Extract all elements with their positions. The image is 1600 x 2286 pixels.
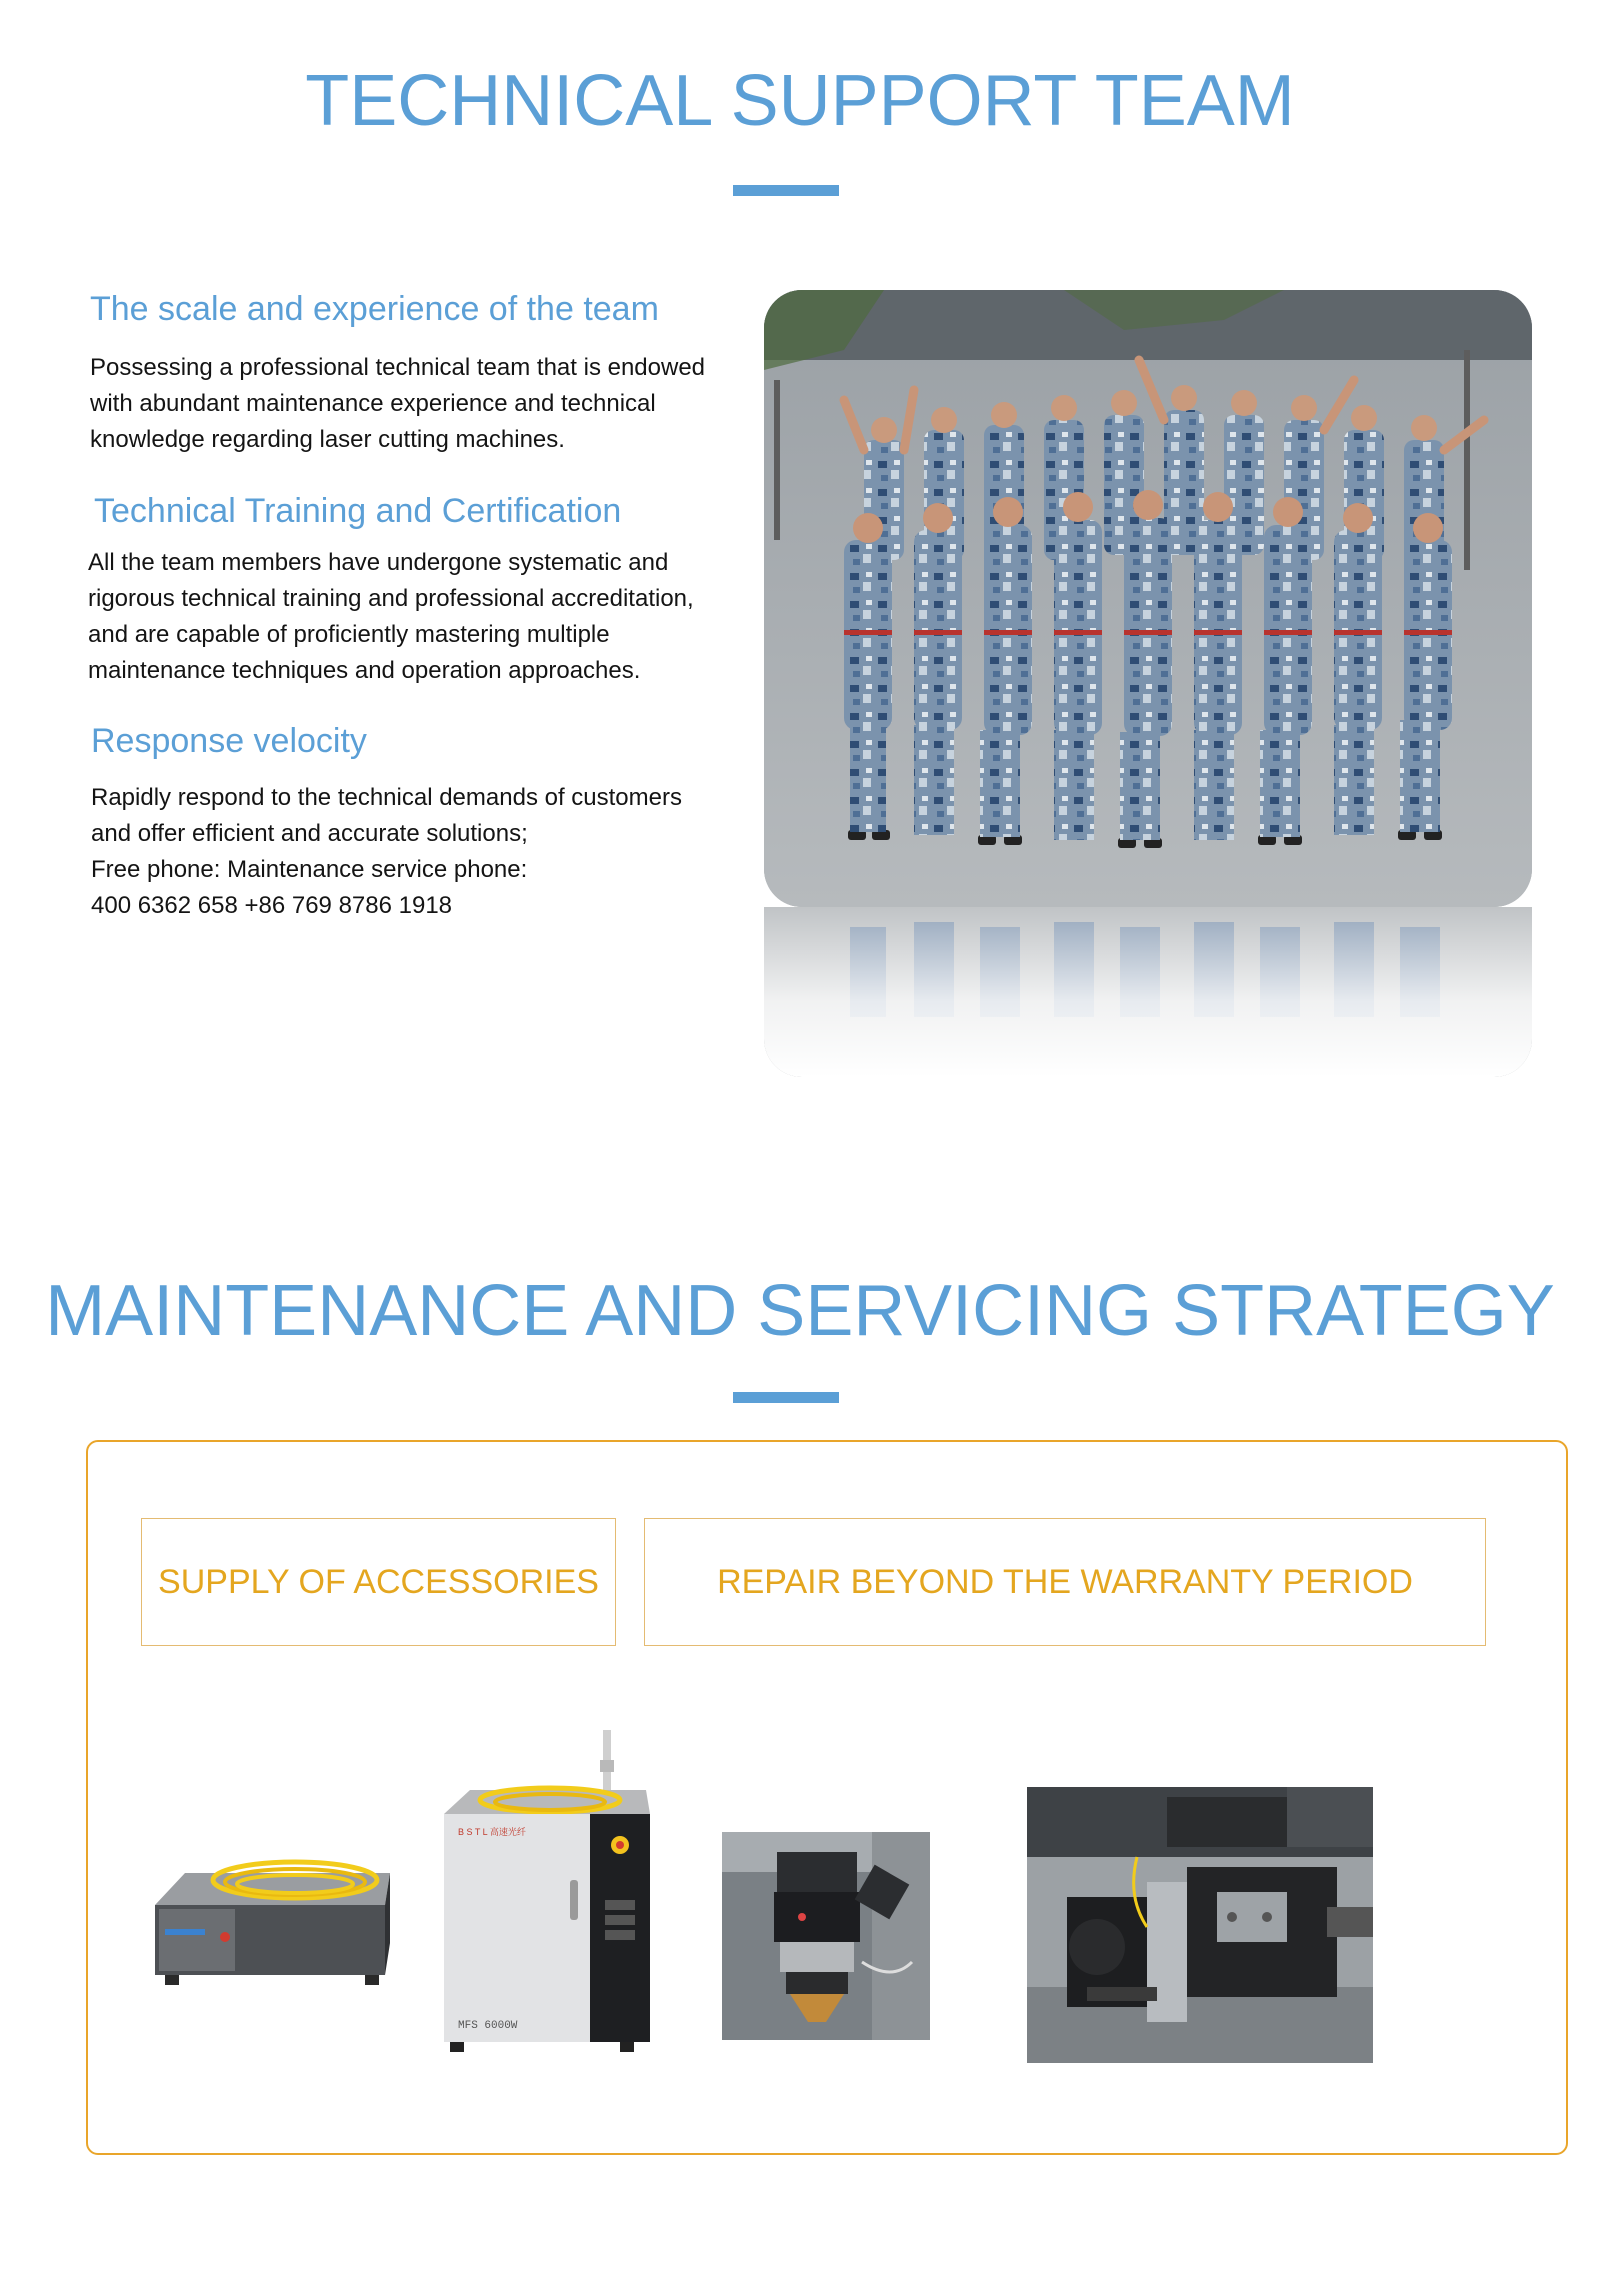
training-heading: Technical Training and Certification (94, 492, 622, 530)
support-team-title: TECHNICAL SUPPORT TEAM (305, 61, 1295, 141)
paragraph-line: and offer efficient and accurate solutions; (91, 820, 528, 847)
title-underline (733, 1392, 839, 1403)
paragraph-line: Rapidly respond to the technical demands of customers (91, 784, 682, 811)
repair-warranty-tag (644, 1518, 1486, 1646)
supply-accessories-tag (141, 1518, 616, 1646)
laser-source-image (145, 1845, 395, 2005)
supply-accessories-label: SUPPLY OF ACCESSORIES (158, 1562, 599, 1601)
team-photo-reflection (764, 907, 1532, 1077)
paragraph-line: rigorous technical training and professional accreditation, (88, 585, 694, 612)
paragraph-line: Free phone: Maintenance service phone: (91, 856, 528, 883)
response-paragraph (91, 780, 751, 924)
cabinet-model-text: MFS 6000W (458, 2020, 518, 2032)
laser-cabinet-image (440, 1730, 660, 2060)
paragraph-line: and are capable of proficiently mastering multiple (88, 621, 610, 648)
team-scale-paragraph (90, 350, 750, 458)
laser-source-illustration (145, 1845, 395, 2005)
repair-warranty-label: REPAIR BEYOND THE WARRANTY PERIOD (717, 1562, 1413, 1601)
team-scale-heading: The scale and experience of the team (90, 290, 659, 328)
cutting-head-image (722, 1832, 930, 2040)
paragraph-line: Possessing a professional technical team that is endowed (90, 354, 706, 381)
servo-motor-illustration (1027, 1787, 1373, 2063)
laser-cabinet-illustration (440, 1730, 660, 2060)
title-underline (733, 185, 839, 196)
paragraph-line: knowledge regarding laser cutting machines. (90, 426, 565, 453)
phone-numbers: 400 6362 658 +86 769 8786 1918 (91, 892, 453, 919)
paragraph-line: maintenance techniques and operation approaches. (88, 657, 641, 684)
paragraph-line: All the team members have undergone systematic and (88, 549, 669, 576)
cabinet-brand-text: B S T L 高速光纤 (458, 1827, 526, 1837)
maintenance-title: MAINTENANCE AND SERVICING STRATEGY (45, 1271, 1555, 1351)
team-photo (764, 290, 1532, 907)
cutting-head-illustration (722, 1832, 930, 2040)
team-photo-illustration (764, 290, 1532, 907)
paragraph-line: with abundant maintenance experience and technical (90, 390, 656, 417)
training-paragraph (88, 545, 768, 689)
response-heading: Response velocity (91, 722, 367, 760)
servo-motor-image (1027, 1787, 1373, 2063)
